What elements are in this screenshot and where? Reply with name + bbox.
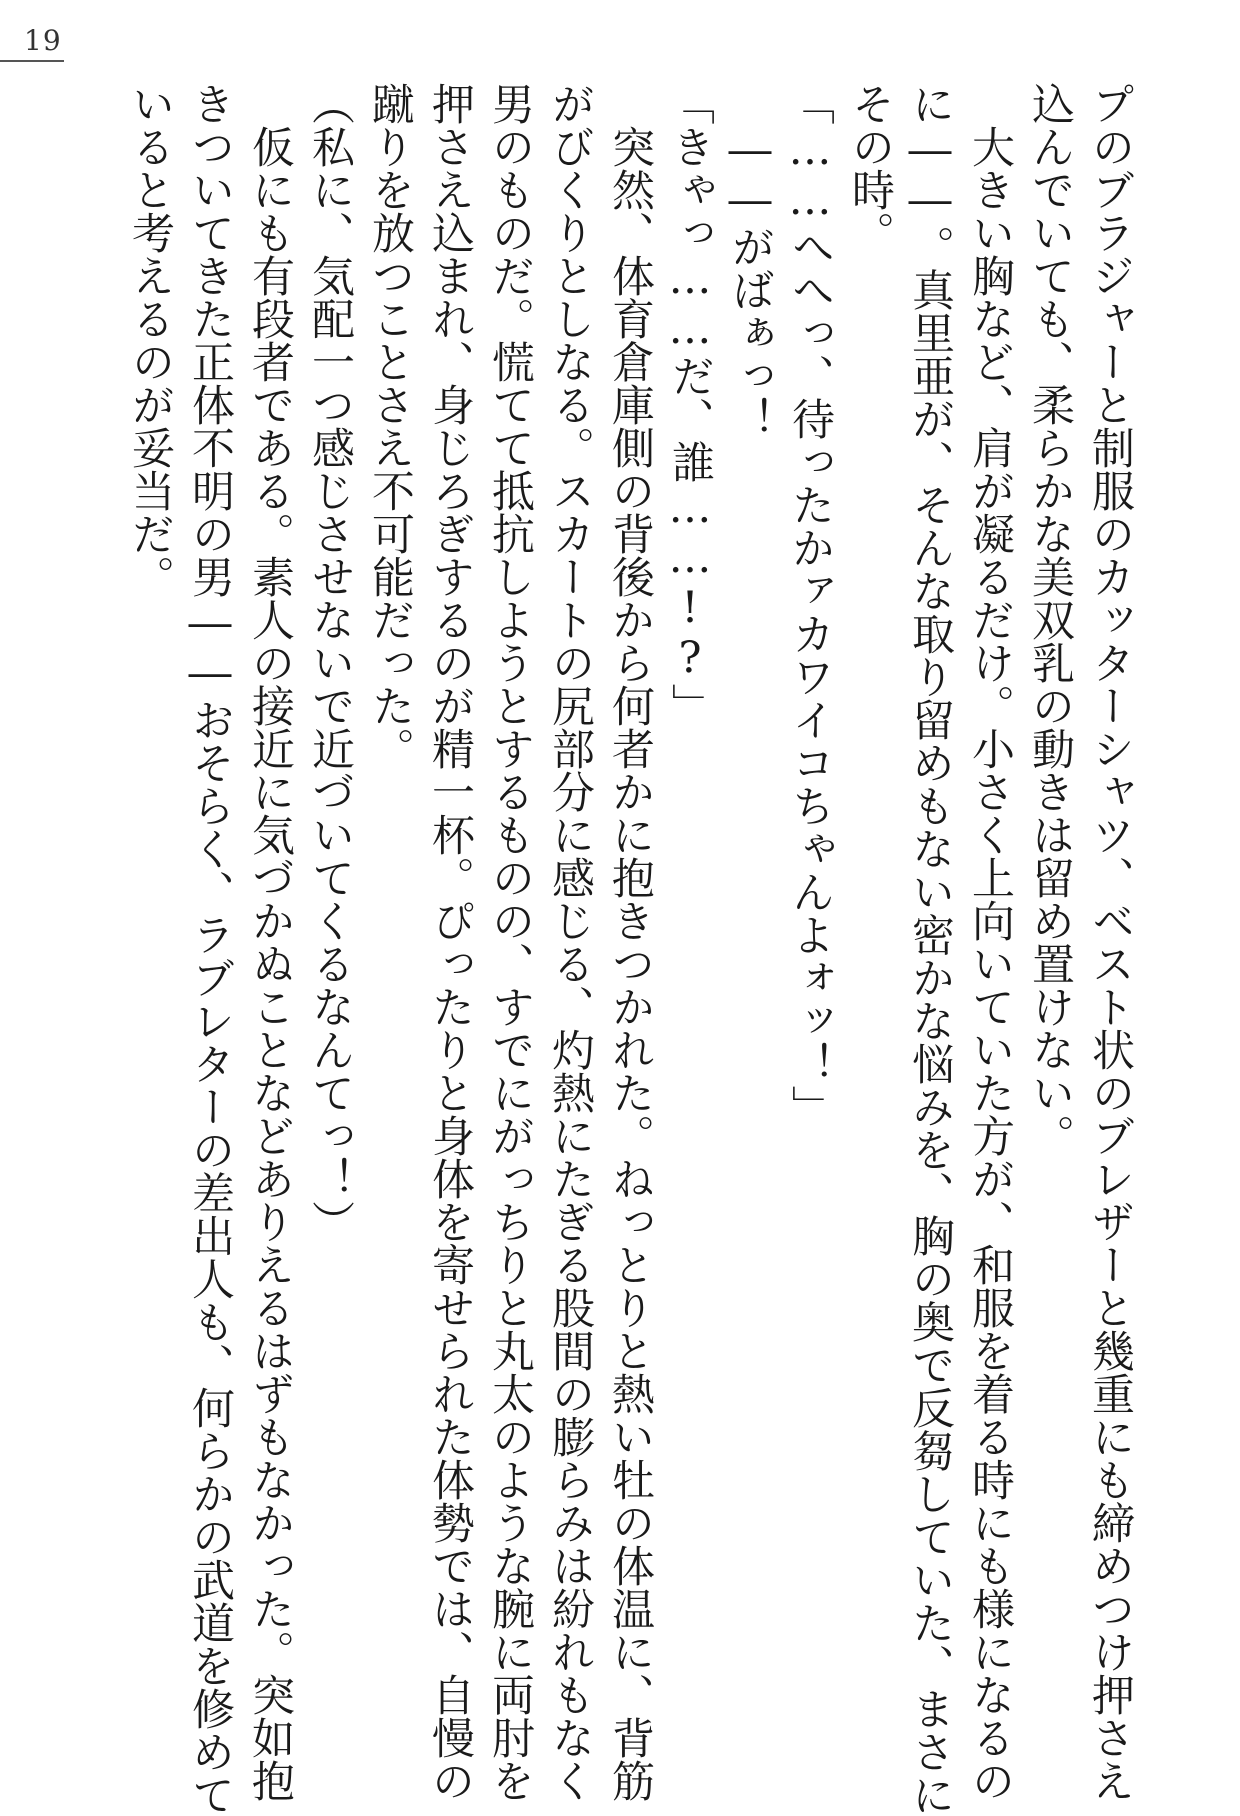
text-line: プのブラジャーと制服のカッターシャツ、ベスト状のブレザーと幾重にも締めつけ押さえ — [1085, 82, 1135, 1802]
text-line: 男のものだ。慌てて抵抗しようとするものの、すでにがっちりと丸太のような腕に両肘を — [485, 82, 535, 1802]
text-line: がびくりとしなる。スカートの尻部分に感じる、灼熱にたぎる股間の膨らみは紛れもなく — [545, 82, 595, 1802]
text-line: ――がばぁっ！ — [725, 82, 775, 440]
body-text — [120, 82, 1140, 1816]
text-line: 込んでいても、柔らかな美双乳の動きは留め置けない。 — [1025, 82, 1075, 1157]
text-line: 押さえ込まれ、身じろぎするのが精一杯。ぴったりと身体を寄せられた体勢では、自慢の — [425, 82, 475, 1802]
page-number-rule — [0, 60, 64, 62]
text-line: その時。 — [845, 82, 895, 254]
text-line: きついてきた正体不明の男――おそらく、ラブレターの差出人も、何らかの武道を修めて — [185, 82, 235, 1816]
text-line: （私に、気配一つ感じさせないで近づいてくるなんてっ！） — [305, 82, 355, 1243]
page-number: 19 — [24, 24, 62, 57]
text-line: 突然、体育倉庫側の背後から何者かに抱きつかれた。ねっとりと熱い牡の体温に、背筋 — [605, 82, 655, 1802]
text-line: いると考えるのが妥当だ。 — [125, 82, 175, 598]
text-line: 「……へへっ、待ったかァカワイコちゃんよォッ！」 — [785, 82, 835, 1128]
text-line: 仮にも有段者である。素人の接近に気づかぬことなどありえるはずもなかった。突如抱 — [245, 82, 295, 1802]
text-line: 蹴りを放つことさえ不可能だった。 — [365, 82, 415, 770]
text-line: 大きい胸など、肩が凝るだけ。小さく上向いていた方が、和服を着る時にも様になるの — [965, 82, 1015, 1802]
text-line: に――。真里亜が、そんな取り留めもない密かな悩みを、胸の奥で反芻していた、まさに — [905, 82, 955, 1816]
text-line: 「きゃっ……だ、誰……!?」 — [665, 82, 715, 726]
